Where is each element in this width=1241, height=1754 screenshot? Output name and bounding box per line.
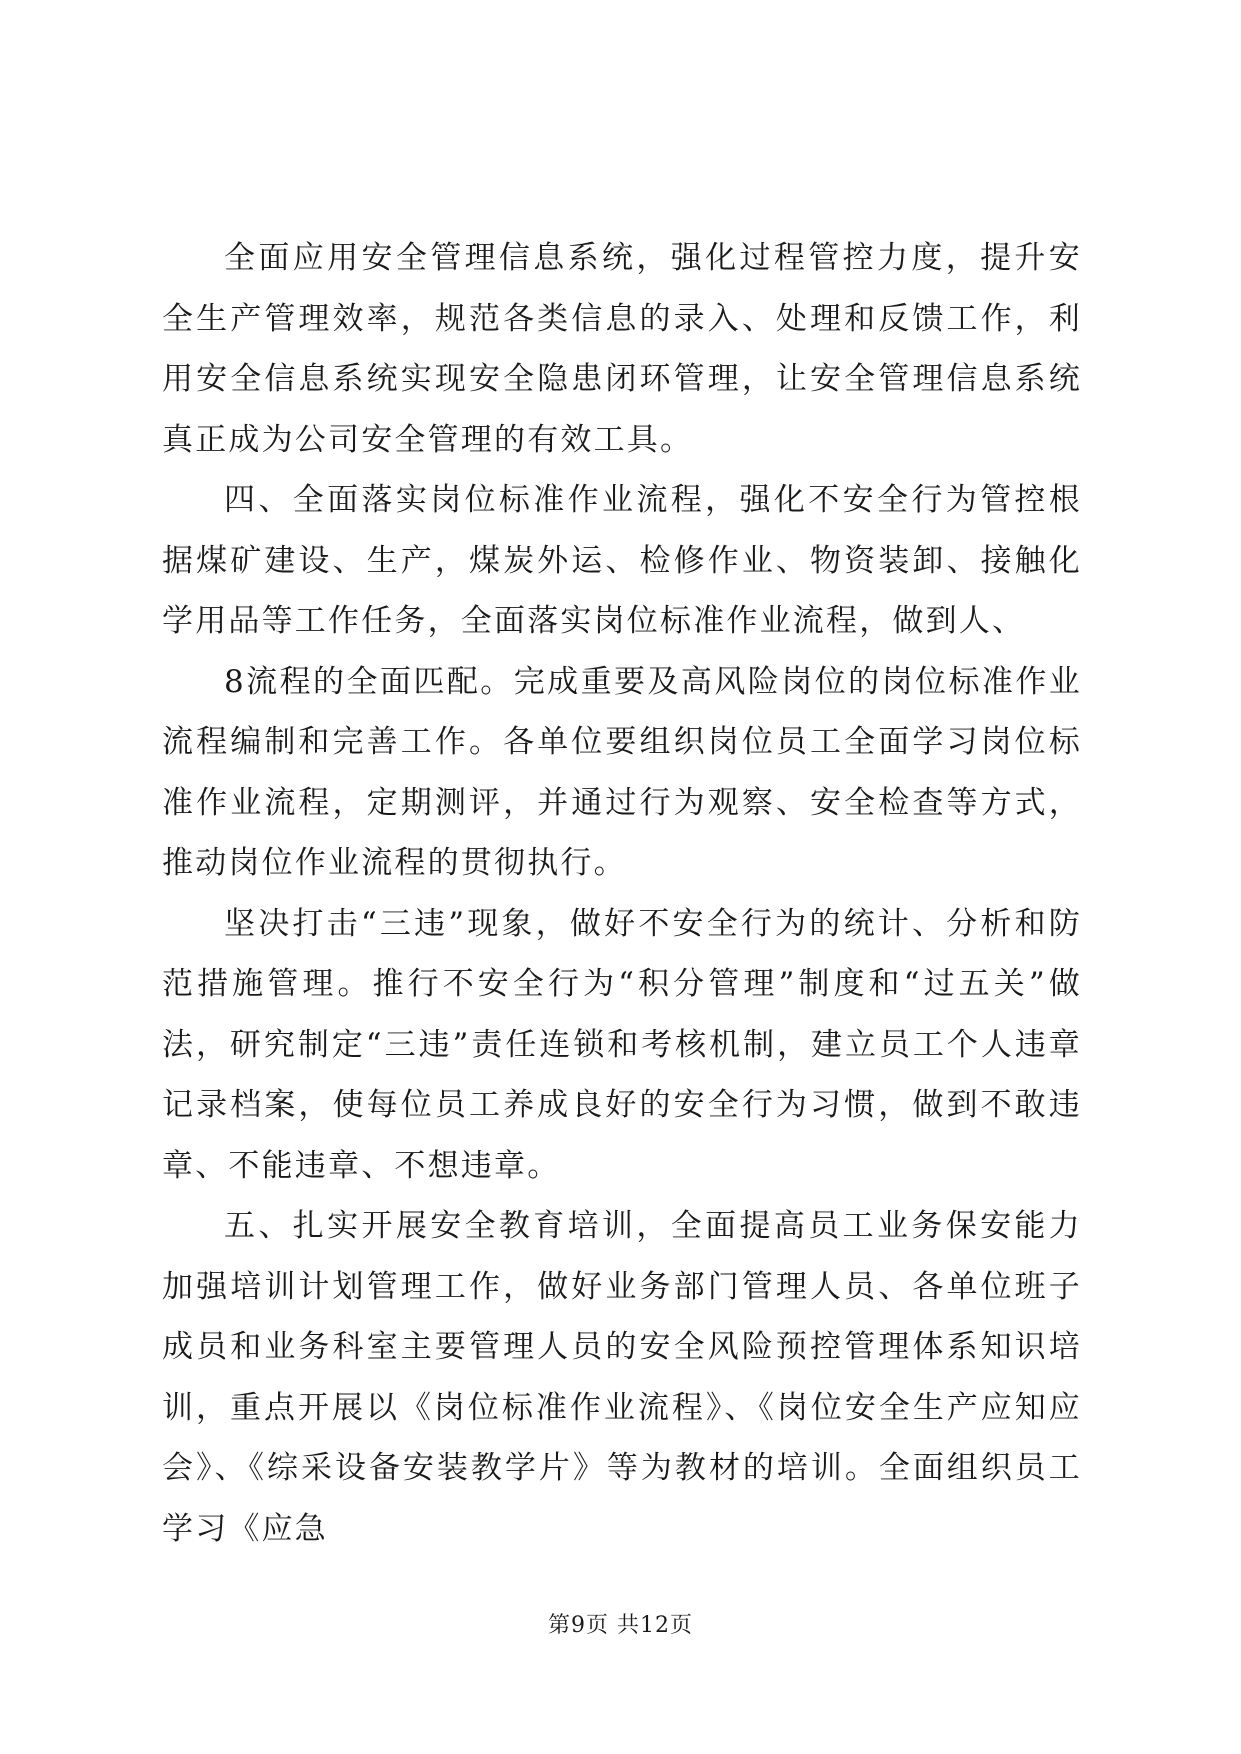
paragraph-section-four: 四、全面落实岗位标准作业流程，强化不安全行为管控根据煤矿建设、生产，煤炭外运、检修作业、物资装卸、接触化学用品等工作任务，全面落实岗位标准作业流程，做到人、 bbox=[162, 482, 1082, 639]
page-number-footer: 第9页 共12页 bbox=[548, 1613, 693, 1638]
paragraph-process-matching: 8流程的全面匹配。完成重要及高风险岗位的岗位标准作业流程编制和完善工作。各单位要组织岗位员工全面学习岗位标准作业流程，定期测评，并通过行为观察、安全检查等方式，推动岗位作业流程的贯彻执行。 bbox=[162, 663, 1082, 881]
paragraph-info-system: 全面应用安全管理信息系统，强化过程管控力度，提升安全生产管理效率，规范各类信息的录入、处理和反馈工作，利用安全信息系统实现安全隐患闭环管理，让安全管理信息系统真正成为公司安全管理的有效工具。 bbox=[162, 240, 1082, 458]
paragraph-three-violations: 坚决打击“三违”现象，做好不安全行为的统计、分析和防范措施管理。推行不安全行为“积分管理”制度和“过五关”做法，研究制定“三违”责任连锁和考核机制，建立员工个人违章记录档案，使每位员工养成良好的安全行为习惯，做到不敢违章、不能违章、不想违章。 bbox=[162, 905, 1082, 1184]
paragraph-section-five: 五、扎实开展安全教育培训，全面提高员工业务保安能力加强培训计划管理工作，做好业务部门管理人员、各单位班子成员和业务科室主要管理人员的安全风险预控管理体系知识培训，重点开展以《岗位标准作业流程》、《岗位安全生产应知应会》、《综采设备安装教学片》等为教材的培训。全面组织员工学习《应急 bbox=[162, 1208, 1082, 1547]
document-body bbox=[162, 228, 1082, 1559]
